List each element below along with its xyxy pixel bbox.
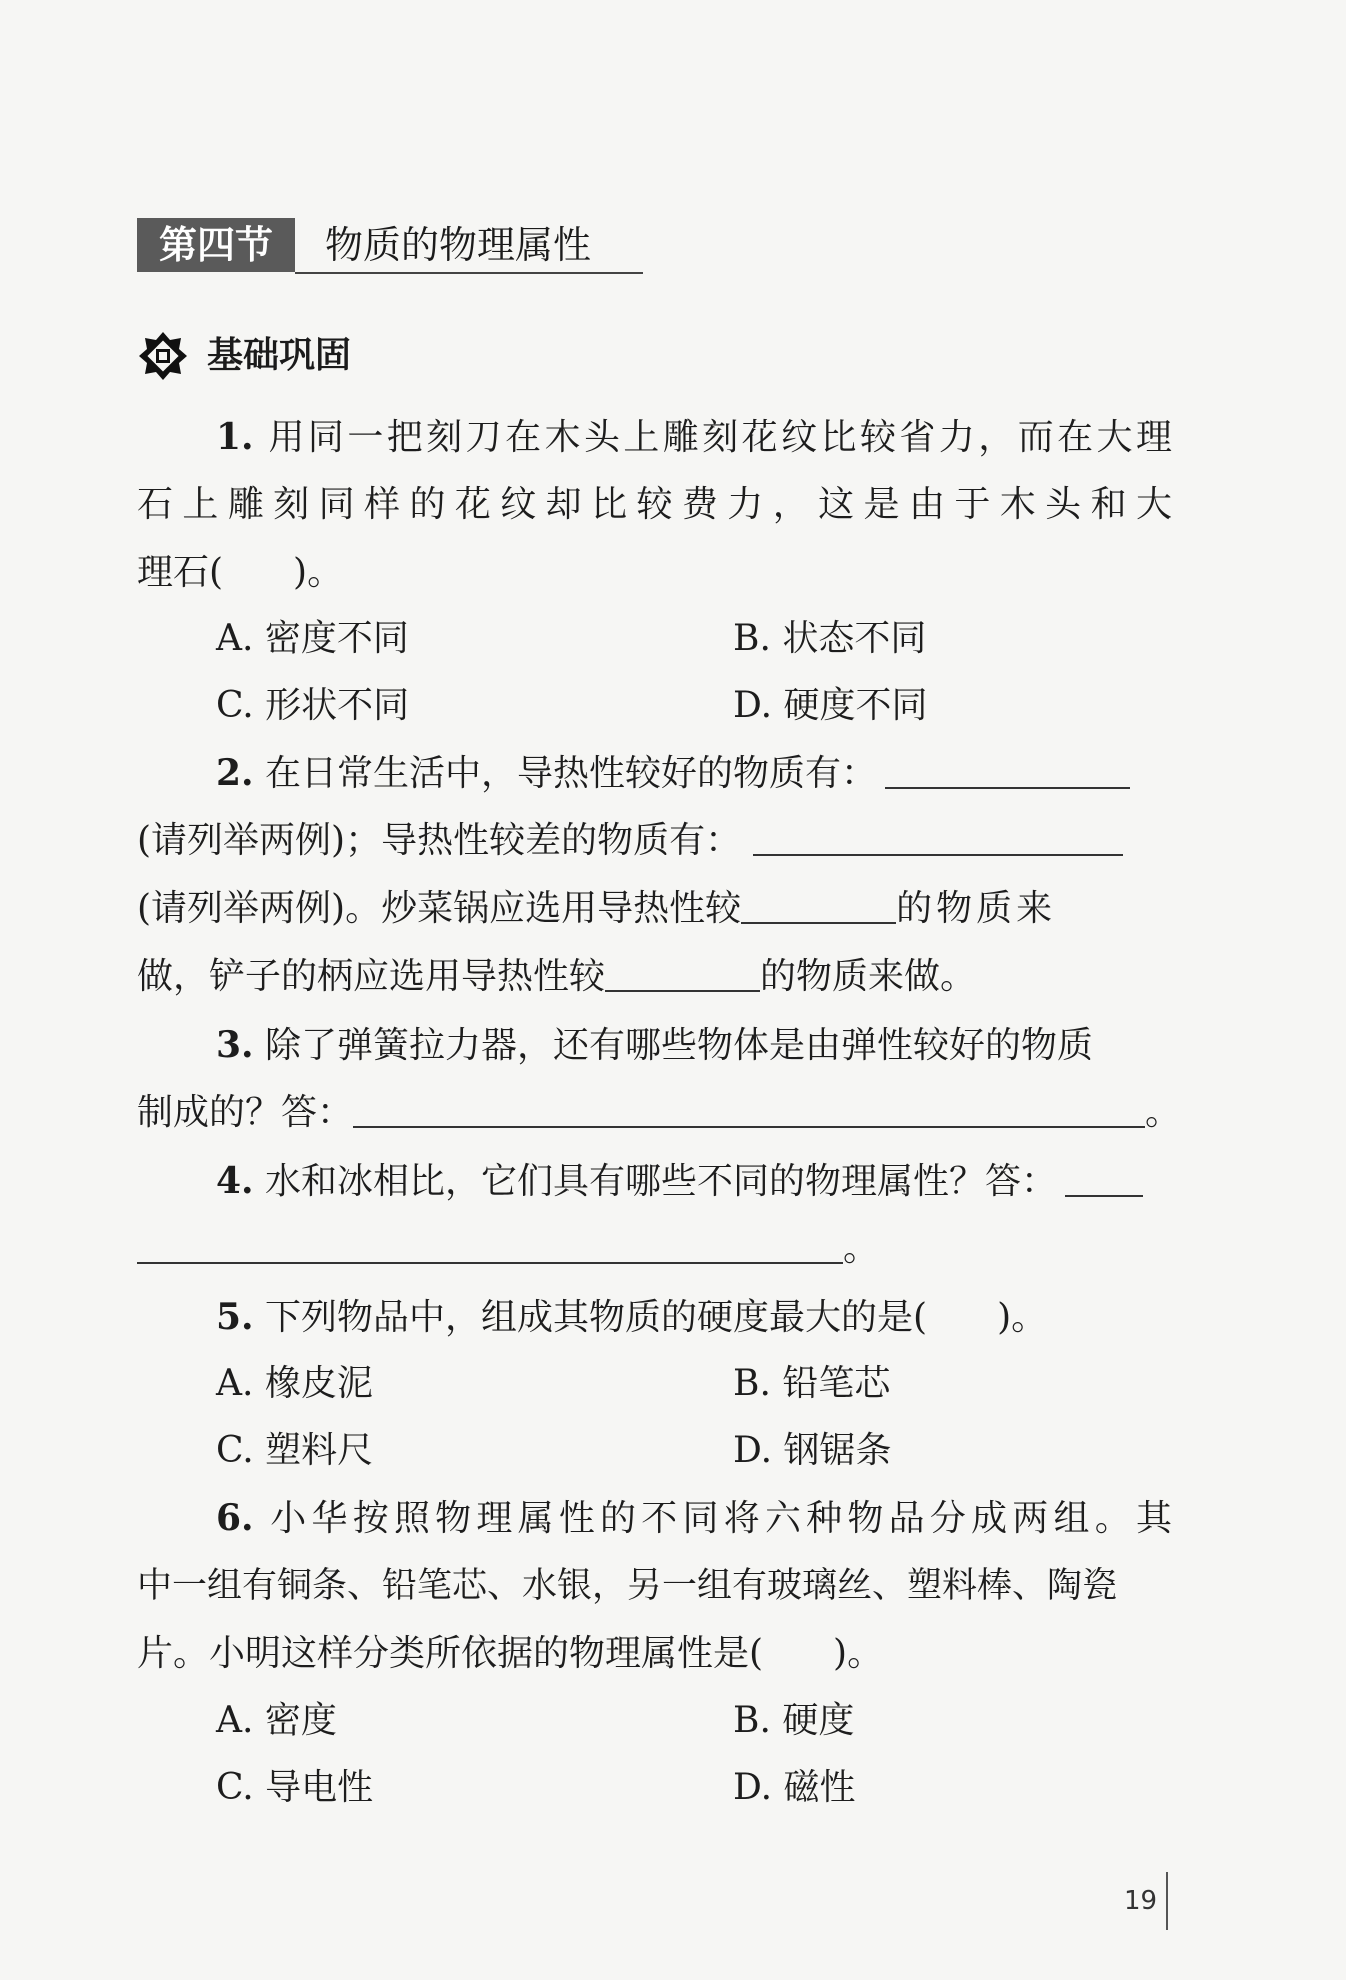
q5-text-1a: 下列物品中，组成其物质的硬度最大的是(: [265, 1297, 928, 1338]
page-number: 19: [1124, 1886, 1158, 1916]
page-number-rule: [1166, 1872, 1168, 1930]
fill-blank[interactable]: [885, 755, 1130, 789]
q2-text-3a: (请列举两例)。炒菜锅应选用导热性较: [137, 888, 742, 929]
q6-line-2: 中一组有铜条、铅笔芯、水银，另一组有玻璃丝、塑料棒、陶瓷: [137, 1566, 1118, 1606]
q1-line-2: 石上雕刻同样的花纹却比较费力，这是由于木头和大: [137, 484, 1172, 525]
q5-option-d: D. 钢锯条: [733, 1430, 892, 1471]
q6-line-3: [137, 1631, 1172, 1677]
q1-option-c: C. 形状不同: [216, 685, 410, 726]
q4-line-1: [216, 1158, 1172, 1205]
q6-text-3a: 片。小明这样分类所依据的物理属性是(: [137, 1633, 764, 1674]
q5-number: 5.: [216, 1296, 254, 1338]
q1-line-1: [216, 414, 1172, 461]
section-tag: 第四节: [137, 218, 295, 272]
q3-line-1: [216, 1022, 1172, 1069]
q1-option-b: B. 状态不同: [733, 618, 927, 659]
q2-text-3b: 的物质来: [896, 888, 1057, 929]
subsection-header: [137, 330, 537, 382]
fill-blank[interactable]: [1065, 1163, 1143, 1197]
q5-text-1b: )。: [997, 1297, 1048, 1338]
q2-text-4b: 的物质来做。: [760, 956, 977, 997]
q1-option-d: D. 硬度不同: [733, 685, 928, 726]
q4-line-2: [137, 1226, 1172, 1272]
q2-line-4: [137, 954, 1172, 1000]
q1-text-3a: 理石(: [137, 552, 224, 593]
q6-text-3b: )。: [833, 1633, 884, 1674]
fill-blank[interactable]: [753, 822, 1123, 856]
octagram-icon: [137, 330, 189, 382]
q1-text-1: 用同一把刻刀在木头上雕刻花纹比较省力，而在大理: [268, 417, 1172, 458]
q6-option-d: D. 磁性: [733, 1767, 856, 1808]
q5-option-c: C. 塑料尺: [216, 1430, 374, 1471]
q6-option-a: A. 密度: [216, 1700, 337, 1741]
fill-blank[interactable]: [741, 890, 896, 924]
q3-line-2: [137, 1090, 1182, 1136]
section-title: 物质的物理属性: [325, 223, 592, 267]
q6-option-b: B. 硬度: [733, 1700, 855, 1741]
q2-text-2: (请列举两例)；导热性较差的物质有：: [137, 820, 742, 861]
q3-text-1: 除了弹簧拉力器，还有哪些物体是由弹性较好的物质: [265, 1025, 1094, 1066]
q6-line-1: [216, 1495, 1172, 1542]
q3-number: 3.: [216, 1024, 254, 1066]
subsection-title: 基础巩固: [207, 335, 352, 376]
q3-text-2b: 。: [1145, 1092, 1182, 1133]
fill-blank[interactable]: [353, 1094, 1145, 1128]
q1-option-a: A. 密度不同: [216, 618, 409, 659]
q2-text-4a: 做，铲子的柄应选用导热性较: [137, 956, 606, 997]
q1-line-3: [137, 550, 1172, 596]
q5-option-b: B. 铅笔芯: [733, 1363, 891, 1404]
q4-text-2b: 。: [843, 1228, 880, 1269]
q2-text-1: 在日常生活中，导热性较好的物质有：: [265, 753, 878, 794]
q6-number: 6.: [216, 1497, 254, 1539]
fill-blank[interactable]: [137, 1230, 843, 1264]
q2-line-2: [137, 818, 1172, 864]
q2-line-1: [216, 750, 1172, 797]
q5-line-1: [216, 1294, 1172, 1341]
q6-text-1: 小华按照物理属性的不同将六种物品分成两组。其: [270, 1498, 1172, 1539]
q2-number: 2.: [216, 752, 254, 794]
section-underline: [295, 272, 643, 274]
q2-line-3: [137, 886, 1172, 932]
q4-number: 4.: [216, 1160, 254, 1202]
q1-text-3b: )。: [293, 552, 344, 593]
q4-text-1: 水和冰相比，它们具有哪些不同的物理属性？答：: [265, 1161, 1058, 1202]
q5-option-a: A. 橡皮泥: [216, 1363, 373, 1404]
q3-text-2a: 制成的？答：: [137, 1092, 354, 1133]
q1-number: 1.: [216, 416, 254, 458]
fill-blank[interactable]: [605, 958, 760, 992]
q6-option-c: C. 导电性: [216, 1767, 374, 1808]
section-header: [137, 218, 642, 274]
